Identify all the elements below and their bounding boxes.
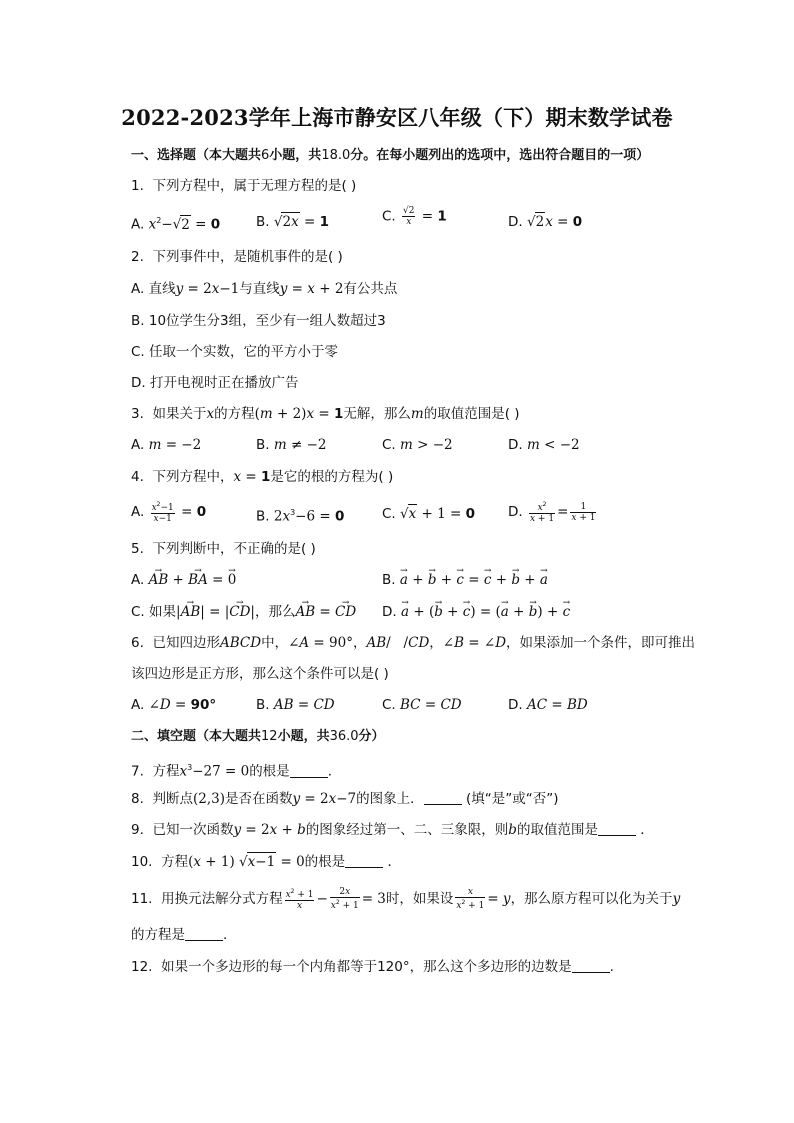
q8-answer-blank[interactable]	[424, 792, 462, 805]
question-2: 2. 下列事件中，是随机事件的是( )	[131, 249, 343, 265]
question-12: 12. 如果一个多边形的每一个内角都等于120°，那么这个多边形的边数是 .	[131, 959, 614, 975]
q1-option-c[interactable]: C. $\frac{√2}{x}$ = 1	[382, 206, 447, 227]
q2-option-a[interactable]: A. 直线y = 2x−1与直线y = x + 2有公共点	[131, 281, 398, 297]
q4-option-c[interactable]: C. √x + 1 = 0	[382, 506, 476, 522]
q5-option-c[interactable]: C. 如果|→ AB| = |→ CD|，那么→ AB = → CD	[131, 603, 356, 621]
question-11: 11. 用换元法解分式方程 $\frac{x^2 + 1}{x}$ − $\frac{2x}{x^2 + 1}$ = 3时，如果设 $\frac{x}{x^2 + 1}$ = y，那么原方程可以化为关于y	[131, 887, 681, 911]
q1-option-d[interactable]: D. √2x = 0	[508, 214, 583, 230]
question-6: 6. 已知四边形ABCD中，∠A = 90°，AB/ /CD，∠B = ∠D，如果添加一个条件，即可推出	[131, 635, 696, 651]
question-1: 1. 下列方程中，属于无理方程的是( )	[131, 178, 357, 194]
q10-answer-blank[interactable]	[345, 855, 383, 868]
q3-option-b[interactable]: B. m ≠ −2	[256, 437, 327, 453]
q6-option-d[interactable]: D. AC = BD	[508, 697, 588, 713]
q3-option-d[interactable]: D. m < −2	[508, 437, 580, 453]
question-10: 10. 方程(x + 1) √x−1 = 0的根是 ．	[131, 854, 401, 870]
q3-option-a[interactable]: A. m = −2	[131, 437, 202, 453]
q6-option-a[interactable]: A. ∠D = 90°	[131, 697, 217, 713]
q4-option-b[interactable]: B. $2x^3-6 = 0$	[256, 508, 345, 525]
question-5: 5. 下列判断中，不正确的是( )	[131, 541, 316, 557]
question-3: 3. 如果关于x的方程(m + 2)x = 1无解，那么m的取值范围是( )	[131, 406, 520, 422]
exam-title: 2022-2023学年上海市静安区八年级（下）期末数学试卷	[121, 105, 673, 130]
q12-answer-blank[interactable]	[572, 960, 610, 973]
question-7: 7. 方程$x^3-27 = 0$的根是 .	[131, 763, 332, 780]
q6-option-c[interactable]: C. BC = CD	[382, 697, 462, 713]
question-4: 4. 下列方程中，x = 1是它的根的方程为( )	[131, 469, 394, 485]
q11-answer-blank[interactable]	[185, 928, 223, 941]
q2-option-c[interactable]: C. 任取一个实数，它的平方小于零	[131, 344, 339, 360]
question-11-line-2: 的方程是 .	[131, 927, 228, 943]
q5-option-d[interactable]: D. → a + (→ b + → c) = (→ a + → b) + → c	[382, 603, 570, 621]
q9-answer-blank[interactable]	[598, 823, 636, 836]
q7-answer-blank[interactable]	[290, 765, 328, 778]
q1-option-a[interactable]: A. $x^2-√2 = 0$	[131, 216, 221, 233]
q2-option-b[interactable]: B. 10位学生分3组，至少有一组人数超过3	[131, 313, 386, 329]
question-8: 8. 判断点(2,3)是否在函数y = 2x−7的图象上． (填“是”或“否”)	[131, 791, 559, 807]
section-1-header: 一、选择题（本大题共6小题，共18.0分。在每小题列出的选项中，选出符合题目的一项）	[131, 148, 650, 163]
q4-option-d[interactable]: D. $\frac{x^2}{x + 1}$ = $\frac{1}{x + 1}$	[508, 501, 596, 524]
question-6-line-2: 该四边形是正方形，那么这个条件可以是( )	[131, 666, 389, 682]
q6-option-b[interactable]: B. AB = CD	[256, 697, 335, 713]
q5-option-b[interactable]: B. → a + → b + → c = → c + → b + → a	[382, 571, 548, 589]
q5-option-a[interactable]: A. → AB + → BA = → 0	[131, 571, 236, 589]
q3-option-c[interactable]: C. m > −2	[382, 437, 453, 453]
q2-option-d[interactable]: D. 打开电视时正在播放广告	[131, 375, 299, 391]
q1-option-b[interactable]: B. √2x = 1	[256, 214, 329, 230]
question-9: 9. 已知一次函数y = 2x + b的图象经过第一、二、三象限，则b的取值范围是 ．	[131, 822, 654, 838]
q4-option-a[interactable]: A. $\frac{x^2-1}{x-1}$ = 0	[131, 501, 207, 524]
section-2-header: 二、填空题（本大题共12小题，共36.0分）	[131, 729, 385, 744]
